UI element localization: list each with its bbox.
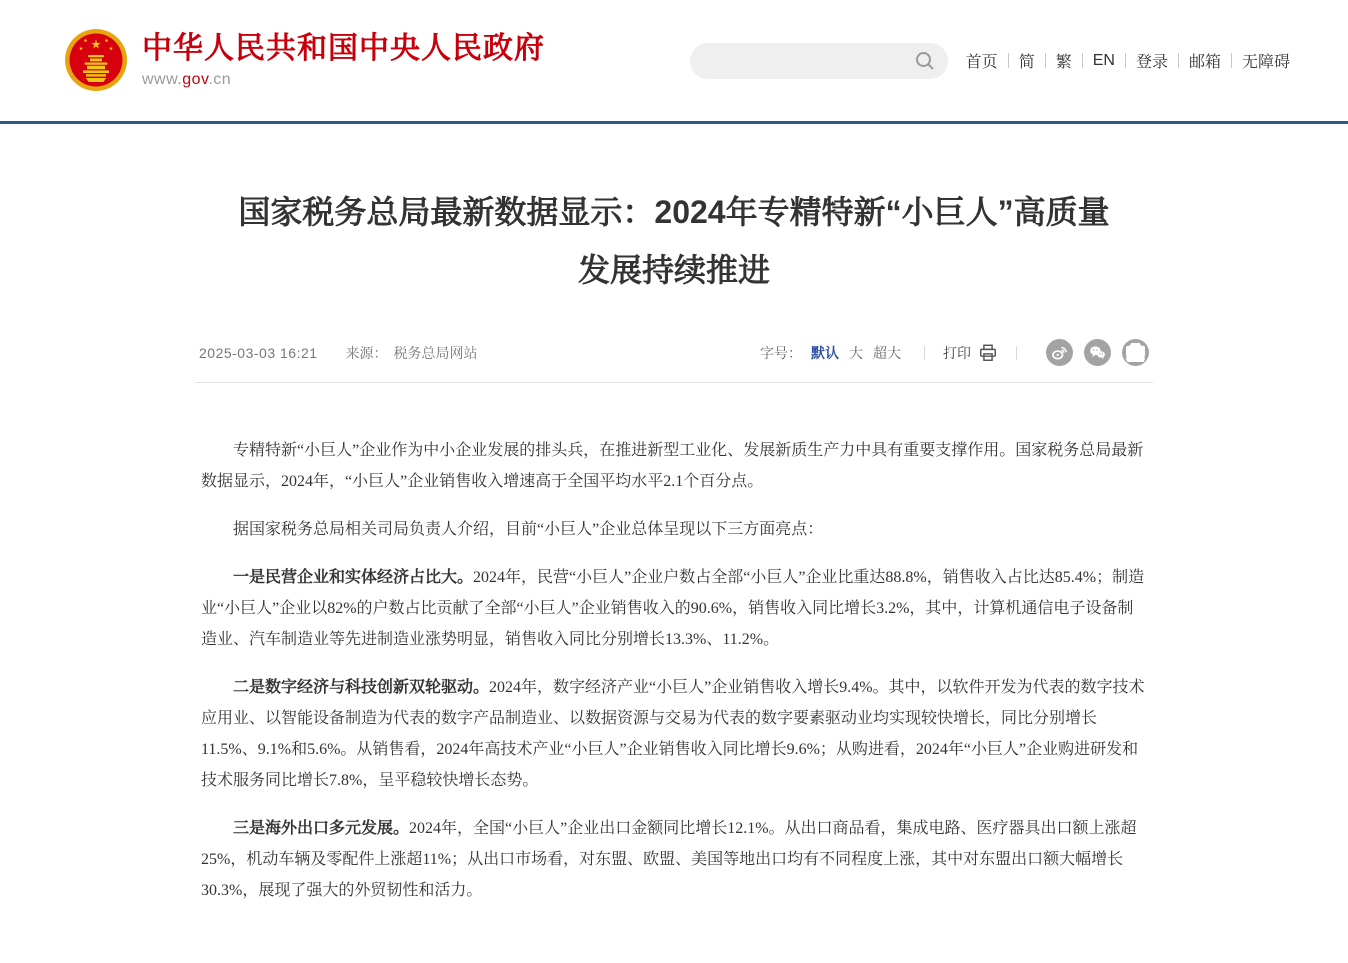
paragraph: 三是海外出口多元发展。2024年，全国“小巨人”企业出口金额同比增长12.1%。从出口商品看，集成电路、医疗器具出口额上涨超25%，机动车辆及零配件上涨超11%；从出口市场看，对东盟、欧盟、美国等地出口均有不同程度上涨，其中对东盟出口额大幅增长30.3%，展现了强大的外贸韧性和活力。 bbox=[201, 820, 1137, 900]
search-box[interactable] bbox=[690, 43, 948, 79]
nav-simplified[interactable]: 简 bbox=[1018, 54, 1035, 71]
nav-separator bbox=[1045, 53, 1046, 68]
source-value[interactable]: 税务总局网站 bbox=[393, 344, 478, 361]
print-button[interactable] bbox=[943, 343, 998, 363]
fontsize-large-button[interactable]: 大 bbox=[849, 344, 863, 361]
nav-english[interactable]: EN bbox=[1092, 51, 1115, 69]
nav-separator bbox=[1178, 53, 1179, 68]
article-meta-info bbox=[199, 343, 478, 363]
qzone-share-icon[interactable] bbox=[1122, 339, 1149, 366]
share-buttons bbox=[1035, 339, 1149, 366]
article-meta-bar bbox=[195, 333, 1153, 383]
article-toolbar bbox=[760, 339, 1149, 366]
site-title: 中华人民共和国中央人民政府 bbox=[142, 32, 545, 66]
national-emblem-icon bbox=[64, 28, 128, 94]
fontsize-xlarge-button[interactable]: 超大 bbox=[873, 344, 901, 361]
top-nav bbox=[966, 47, 1290, 74]
fontsize-label: 字号： bbox=[760, 344, 802, 361]
article-body bbox=[195, 383, 1153, 963]
nav-separator bbox=[1008, 53, 1009, 68]
nav-traditional[interactable]: 繁 bbox=[1055, 54, 1072, 71]
nav-login[interactable]: 登录 bbox=[1135, 54, 1168, 71]
source-label: 来源： bbox=[345, 344, 388, 361]
site-logo[interactable] bbox=[64, 28, 545, 94]
article-page bbox=[195, 124, 1153, 963]
nav-separator bbox=[1082, 53, 1083, 68]
print-label: 打印 bbox=[943, 344, 971, 361]
weibo-share-icon[interactable] bbox=[1046, 339, 1073, 366]
paragraph: 专精特新“小巨人”企业作为中小企业发展的排头兵，在推进新型工业化、发展新质生产力中具有重要支撑作用。国家税务总局最新数据显示，2024年，“小巨人”企业销售收入增速高于全国平均水平2.1个百分点。 bbox=[201, 442, 1144, 491]
wechat-share-icon[interactable] bbox=[1084, 339, 1111, 366]
toolbar-divider bbox=[1016, 346, 1017, 360]
nav-separator bbox=[1231, 53, 1232, 68]
nav-separator bbox=[1125, 53, 1126, 68]
paragraph: 一是民营企业和实体经济占比大。2024年，民营“小巨人”企业户数占全部“小巨人”企业比重达88.8%，销售收入占比达85.4%；制造业“小巨人”企业以82%的户数占比贡献了全部“小巨人”企业销售收入的90.6%，销售收入同比增长3.2%，其中，计算机通信电子设备制造业、汽车制造业等先进制造业涨势明显，销售收入同比分别增长13.3%、11.2%。 bbox=[201, 569, 1145, 649]
toolbar-divider bbox=[924, 346, 925, 360]
nav-home[interactable]: 首页 bbox=[965, 54, 998, 71]
nav-accessibility[interactable]: 无障碍 bbox=[1241, 54, 1290, 71]
publish-date: 2025-03-03 16:21 bbox=[199, 344, 318, 361]
search-icon[interactable] bbox=[914, 50, 936, 72]
printer-icon bbox=[978, 343, 998, 363]
site-url: www.gov.cn bbox=[142, 70, 232, 88]
search-input[interactable] bbox=[706, 52, 914, 70]
article-title: 国家税务总局最新数据显示：2024年专精特新“小巨人”高质量发展持续推进 bbox=[238, 194, 1110, 288]
site-header bbox=[0, 0, 1348, 124]
fontsize-default-button[interactable]: 默认 bbox=[811, 344, 839, 361]
paragraph: 据国家税务总局相关司局负责人介绍，目前“小巨人”企业总体呈现以下三方面亮点： bbox=[233, 521, 824, 539]
nav-mail[interactable]: 邮箱 bbox=[1188, 54, 1221, 71]
paragraph: 二是数字经济与科技创新双轮驱动。2024年，数字经济产业“小巨人”企业销售收入增长9.4%。其中，以软件开发为代表的数字技术应用业、以智能设备制造为代表的数字产品制造业、以数据资源与交易为代表的数字要素驱动业均实现较快增长，同比分别增长11.5%、9.1%和5.6%。从销售看，2024年高技术产业“小巨人”企业销售收入同比增长9.6%；从购进看，2024年“小巨人”企业购进研发和技术服务同比增长7.8%，呈平稳较快增长态势。 bbox=[201, 679, 1145, 790]
